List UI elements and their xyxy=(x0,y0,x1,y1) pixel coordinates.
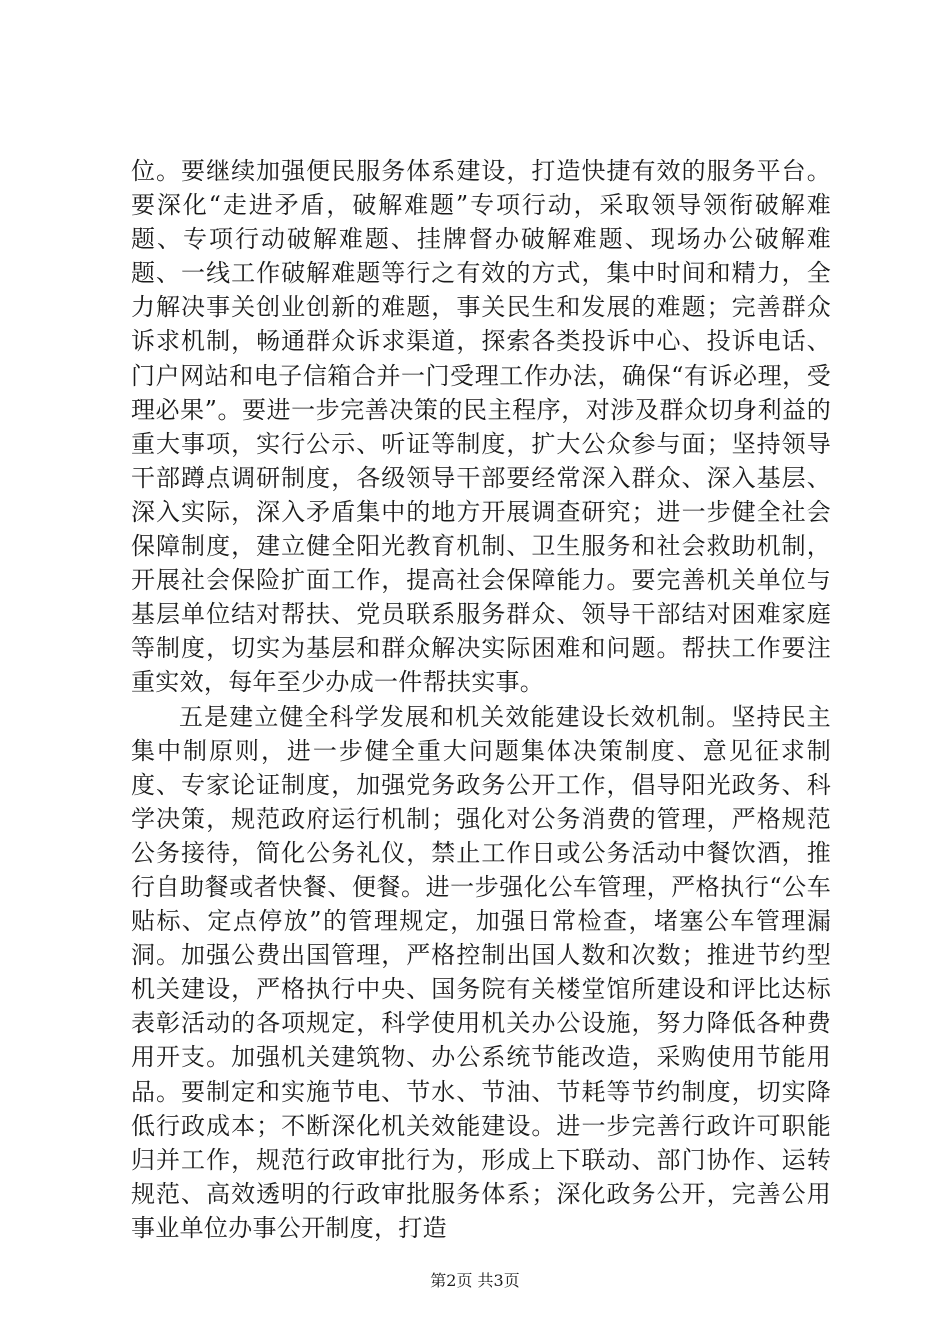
paragraph-1: 位。要继续加强便民服务体系建设，打造快捷有效的服务平台。要深化“走进矛盾，破解难题”专项行动，采取领导领衔破解难题、专项行动破解难题、挂牌督办破解难题、现场办公破解难题、一线工作破解难题等行之有效的方式，集中时间和精力，全力解决事关创业创新的难题，事关民生和发展的难题；完善群众诉求机制，畅通群众诉求渠道，探索各类投诉中心、投诉电话、门户网站和电子信箱合并一门受理工作办法，确保“有诉必理，受理必果”。要进一步完善决策的民主程序，对涉及群众切身利益的重大事项，实行公示、听证等制度，扩大公众参与面；坚持领导干部蹲点调研制度，各级领导干部要经常深入群众、深入基层、深入实际，深入矛盾集中的地方开展调查研究；进一步健全社会保障制度，建立健全阳光教育机制、卫生服务和社会救助机制，开展社会保险扩面工作，提高社会保障能力。要完善机关单位与基层单位结对帮扶、党员联系服务群众、领导干部结对困难家庭等制度，切实为基层和群众解决实际困难和问题。帮扶工作要注重实效，每年至少办成一件帮扶实事。 xyxy=(131,157,831,697)
paragraph-2: 五是建立健全科学发展和机关效能建设长效机制。坚持民主集中制原则，进一步健全重大问题集体决策制度、意见征求制度、专家论证制度，加强党务政务公开工作，倡导阳光政务、科学决策，规范政府运行机制；强化对公务消费的管理，严格规范公务接待，简化公务礼仪，禁止工作日或公务活动中餐饮酒，推行自助餐或者快餐、便餐。进一步强化公车管理，严格执行“公车贴标、定点停放”的管理规定，加强日常检查，堵塞公车管理漏洞。加强公费出国管理，严格控制出国人数和次数；推进节约型机关建设，严格执行中央、国务院有关楼堂馆所建设和评比达标表彰活动的各项规定，科学使用机关办公设施，努力降低各种费用开支。加强机关建筑物、办公系统节能改造，采购使用节能用品。要制定和实施节电、节水、节油、节耗等节约制度，切实降低行政成本；不断深化机关效能建设。进一步完善行政许可职能归并工作，规范行政审批行为，形成上下联动、部门协作、运转规范、高效透明的行政审批服务体系；深化政务公开，完善公用事业单位办事公开制度，打造 xyxy=(131,702,831,1242)
body-text xyxy=(131,154,831,1245)
page-number-footer: 第2页 共3页 xyxy=(430,1271,520,1290)
